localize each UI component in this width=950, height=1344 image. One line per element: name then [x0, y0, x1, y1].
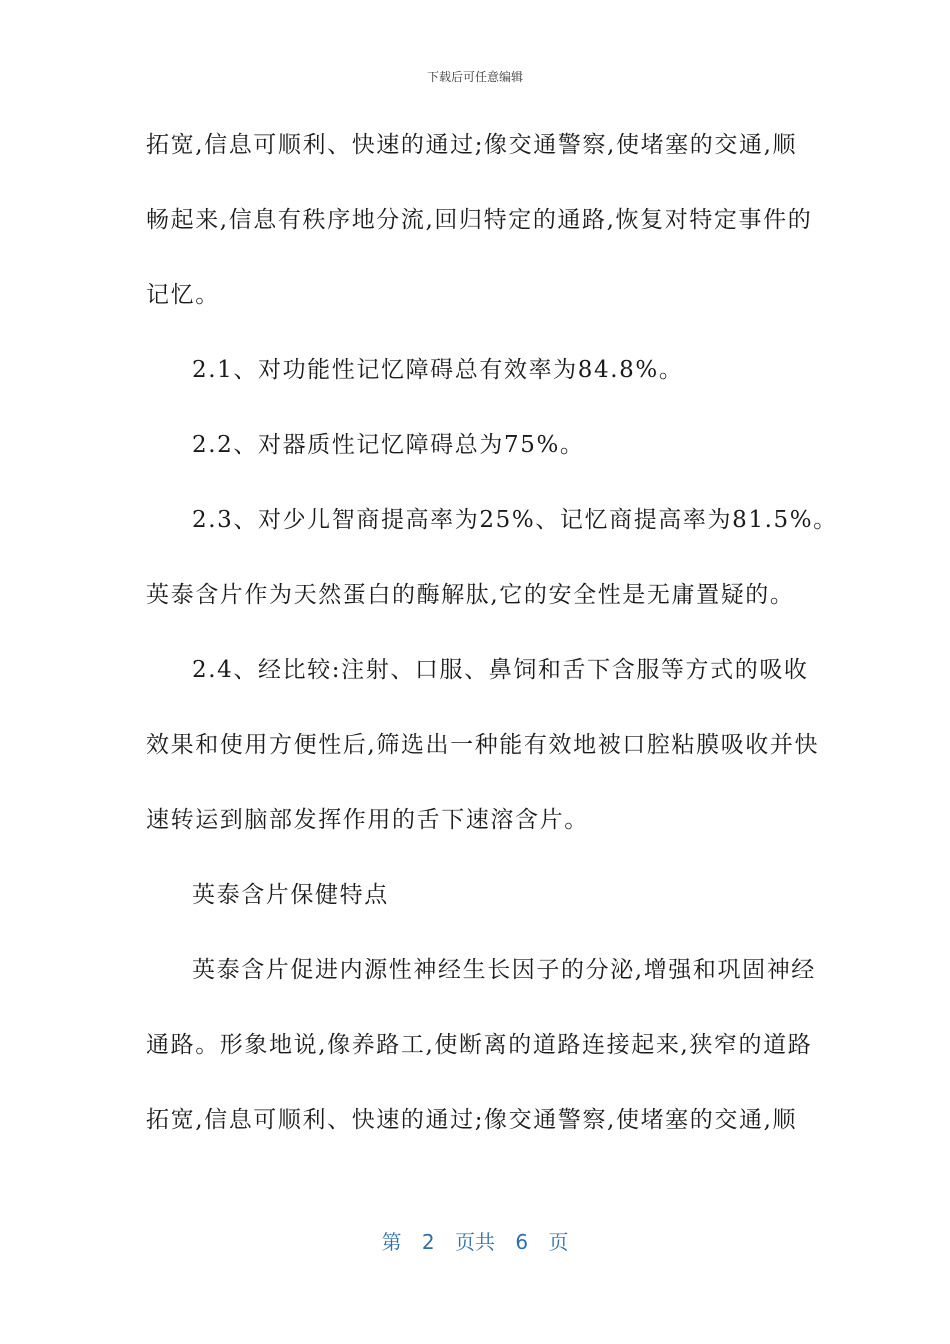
text-line: 速转运到脑部发挥作用的舌下速溶含片。: [146, 807, 589, 833]
text-line: 畅起来,信息有秩序地分流,回归特定的通路,恢复对特定事件的: [146, 207, 813, 233]
page-prefix: 第: [381, 1230, 402, 1254]
text-line: 记忆。: [146, 282, 220, 308]
text-line: 拓宽,信息可顺利、快速的通过;像交通警察,使堵塞的交通,顺: [146, 1107, 798, 1133]
text-line: 2.4、经比较:注射、口服、鼻饲和舌下含服等方式的吸收: [192, 657, 809, 683]
page-mid: 页共: [455, 1230, 495, 1254]
text-line: 拓宽,信息可顺利、快速的通过;像交通警察,使堵塞的交通,顺: [146, 132, 798, 158]
page-total: 6: [515, 1230, 529, 1254]
text-line: 2.3、对少儿智商提高率为25%、记忆商提高率为81.5%。: [192, 507, 838, 533]
page-suffix: 页: [548, 1230, 569, 1254]
page-number: 2: [421, 1230, 435, 1254]
section-heading: 英泰含片保健特点: [192, 882, 389, 908]
text-line: 2.2、对器质性记忆障碍总为75%。: [192, 432, 585, 458]
header-note: 下载后可任意编辑: [426, 70, 523, 84]
text-line: 英泰含片作为天然蛋白的酶解肽,它的安全性是无庸置疑的。: [146, 582, 795, 608]
text-line: 英泰含片促进内源性神经生长因子的分泌,增强和巩固神经: [192, 957, 816, 983]
page-footer: [0, 1226, 950, 1255]
text-line: 效果和使用方便性后,筛选出一种能有效地被口腔粘膜吸收并快: [146, 732, 820, 758]
text-line: 2.1、对功能性记忆障碍总有效率为84.8%。: [192, 357, 684, 383]
text-line: 通路。形象地说,像养路工,使断离的道路连接起来,狭窄的道路: [146, 1032, 813, 1058]
